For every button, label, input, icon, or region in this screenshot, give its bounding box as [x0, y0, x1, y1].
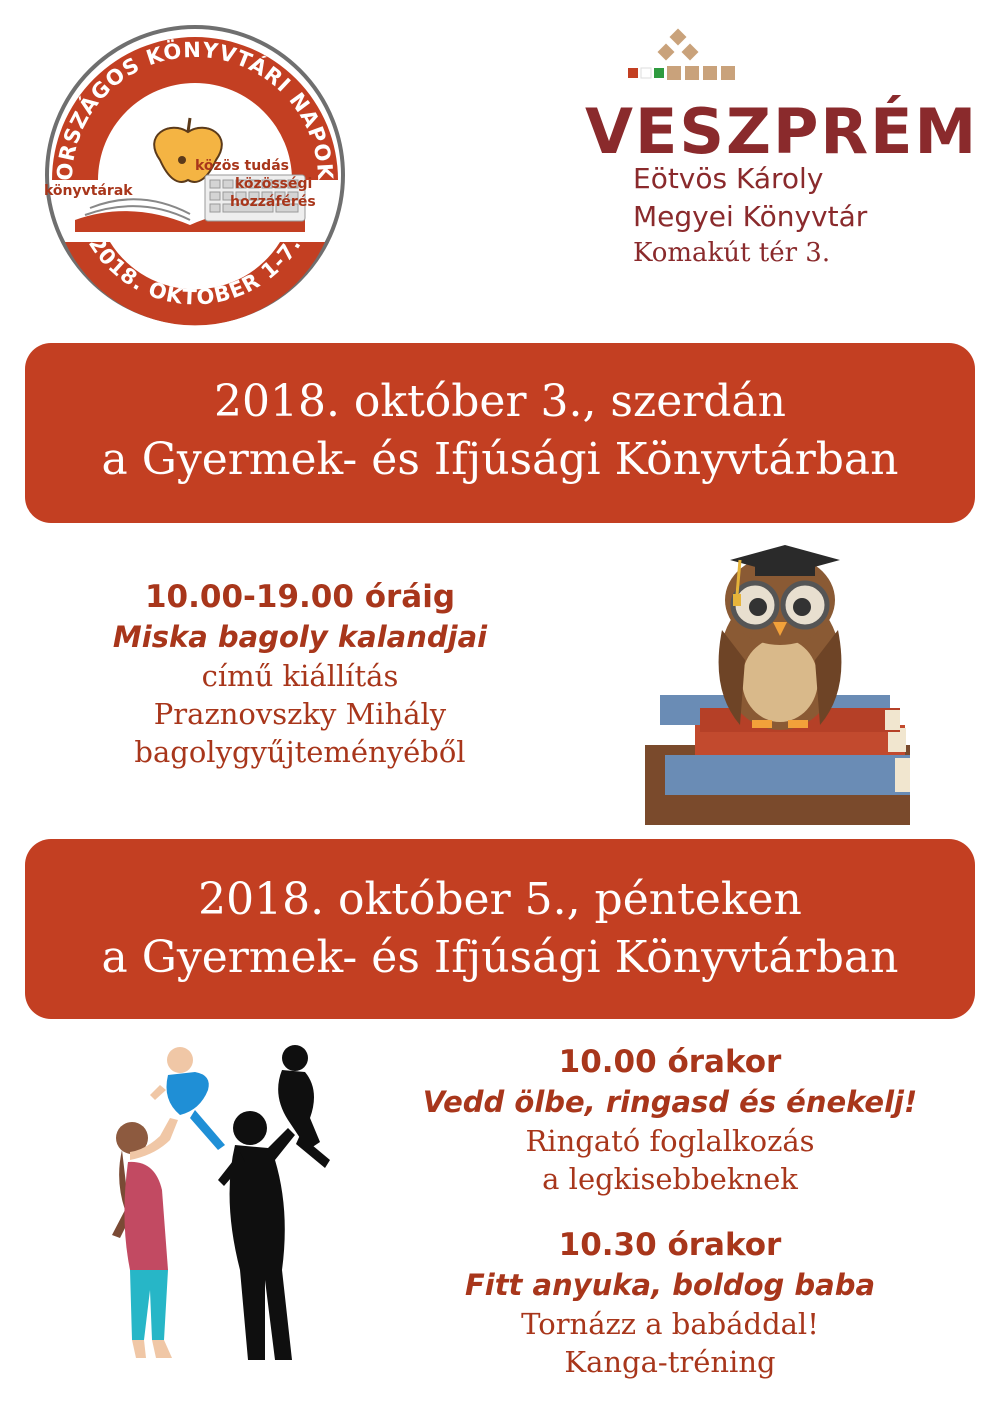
logo-word-konyvtarak: könyvtárak — [44, 183, 133, 199]
logo-word-kozos-tudas: közös tudás — [195, 158, 289, 174]
event1-title: Miska bagoly kalandjai — [112, 620, 488, 654]
logo-word-hozzaferes: hozzáférés — [230, 194, 316, 210]
session1-time: 10.00 órakor — [558, 1044, 782, 1080]
event1-date: 2018. október 3., szerdán — [213, 376, 787, 427]
session2-desc-1: Tornázz a babáddal! — [521, 1307, 819, 1341]
owl-on-books-illustration — [640, 540, 920, 830]
logo-word-kozossegi: közösségi — [235, 176, 313, 192]
event1-details — [40, 577, 560, 771]
event1-desc-3: bagolygyűjteményéből — [134, 735, 466, 769]
library-name-line1: Eötvös Károly — [633, 162, 824, 195]
okn-logo — [30, 10, 360, 340]
session1-desc-1: Ringató foglalkozás — [525, 1124, 815, 1158]
event1-desc-2: Praznovszky Mihály — [153, 697, 447, 731]
event1-banner — [25, 343, 975, 523]
mother-baby-illustration — [100, 1040, 360, 1370]
event1-desc-1: című kiállítás — [201, 659, 399, 693]
logo-top-arc-text: ORSZÁGOS KÖNYVTÁRI NAPOK — [52, 37, 338, 182]
event2-date: 2018. október 5., pénteken — [198, 874, 802, 925]
event1-time: 10.00-19.00 óráig — [144, 579, 456, 615]
session2-time: 10.30 órakor — [558, 1227, 782, 1263]
event2-session2 — [380, 1225, 960, 1381]
veszprem-crest-icon — [625, 28, 740, 83]
event2-session1 — [380, 1042, 960, 1198]
event2-venue: a Gyermek- és Ifjúsági Könyvtárban — [101, 932, 899, 983]
session1-desc-2: a legkisebbeknek — [542, 1162, 798, 1196]
session2-title: Fitt anyuka, boldog baba — [464, 1268, 876, 1302]
event2-banner — [25, 839, 975, 1019]
session2-desc-2: Kanga-tréning — [564, 1345, 776, 1379]
logo-bottom-arc-text: 2018. OKTÓBER 1-7. — [83, 232, 306, 310]
city-name: VESZPRÉM — [585, 95, 979, 168]
library-name-line2: Megyei Könyvtár — [633, 200, 868, 233]
event1-venue: a Gyermek- és Ifjúsági Könyvtárban — [101, 434, 899, 485]
library-address: Komakút tér 3. — [633, 238, 831, 268]
session1-title: Vedd ölbe, ringasd és énekelj! — [422, 1085, 918, 1119]
